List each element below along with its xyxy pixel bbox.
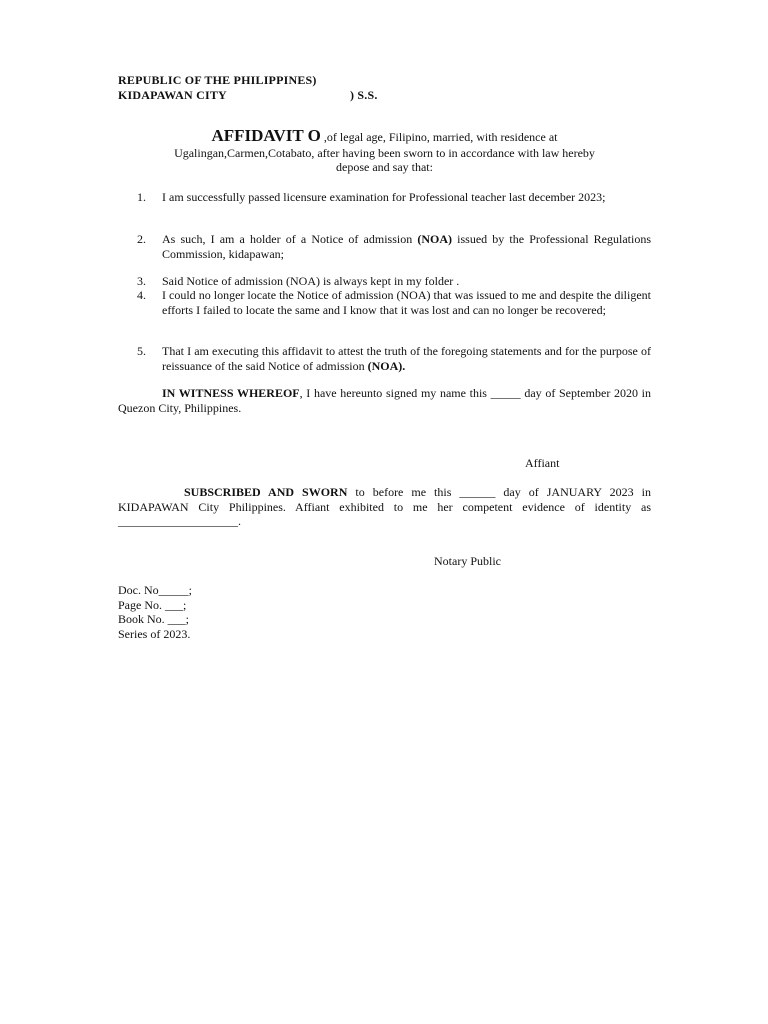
item-5-bold: (NOA). [367,358,406,373]
affiant-label: Affiant [525,456,560,470]
caption-republic: REPUBLIC OF THE PHILIPPINES) [118,73,317,87]
item-number-4: 4. [137,288,146,302]
item-2-bold: (NOA) [417,232,453,246]
intro-line-2: Ugalingan,Carmen,Cotabato, after having been sworn to in accordance with law hereby [174,145,595,160]
item-number-3: 3. [137,274,146,288]
book-number: Book No. ___; [118,612,190,627]
item-number-5: 5. [137,344,146,358]
intro-text-1: ,of legal age, Filipino, married, with residence at [323,130,558,144]
item-text-4: I could no longer locate the Notice of admission (NOA) that was issued to me and despite the diligent efforts I failed to locate the same and I know that it was lost and can no longer be recovered; [162,288,651,317]
caption-city: KIDAPAWAN CITY [118,88,227,102]
witness-text: , I have hereunto signed my name this _____ day of September 2020 in Quezon City, Philippines. [118,386,652,415]
item-text-5 [162,344,651,373]
item-5-pre: That I am executing this affidavit to attest the truth of the foregoing statements and for the purpose of reissuance of the said Notice of admission [162,344,651,373]
item-text-3: Said Notice of admission (NOA) is always kept in my folder . [162,274,460,288]
intro-line-1 [118,126,651,145]
item-number-2: 2. [137,232,146,246]
item-2-post: issued by the Professional Regulations Commission, kidapawan; [162,232,651,261]
document-title: AFFIDAVIT O [211,126,321,145]
page-number: Page No. ___; [118,597,187,612]
intro-paragraph [118,126,651,175]
item-text-1: I am successfully passed licensure examination for Professional teacher last december 2023; [162,190,606,204]
sworn-paragraph [118,485,651,529]
witness-paragraph [118,386,651,415]
sworn-text: to before me this ______ day of JANUARY 2023 in KIDAPAWAN City Philippines. Affiant exhibited to me her competent evidence of identity as ____________________. [118,485,651,529]
doc-number: Doc. No_____; [118,583,192,597]
intro-line-3: depose and say that: [336,160,433,175]
doc-info [118,583,192,641]
item-text-2 [162,232,651,261]
sworn-bold: SUBSCRIBED AND SWORN [184,485,348,499]
series: Series of 2023. [118,626,191,641]
notary-label: Notary Public [434,554,501,568]
caption-ss: ) S.S. [350,88,378,102]
witness-bold: IN WITNESS WHEREOF [162,386,300,400]
item-2-pre: As such, I am a holder of a Notice of admission [162,232,418,246]
item-number-1: 1. [137,190,146,204]
